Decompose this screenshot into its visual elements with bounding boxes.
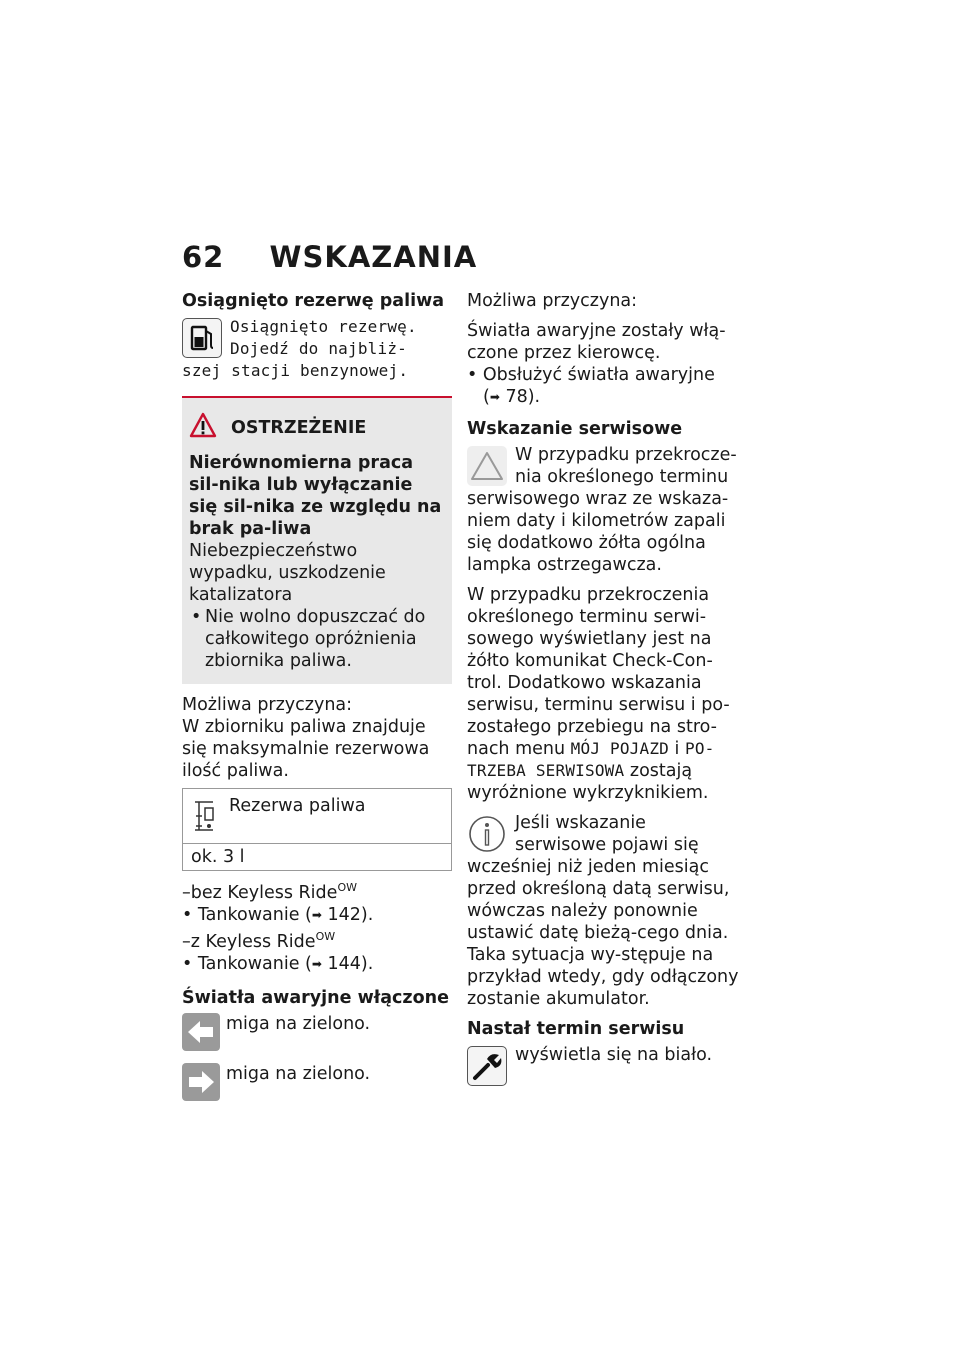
fuel-pump-icon xyxy=(182,318,222,358)
page-header xyxy=(182,240,477,274)
fuel-reserve-value: ok. 3 l xyxy=(191,847,245,867)
right-indicator-text: miga na zielono. xyxy=(226,1063,371,1084)
right-indicator-row xyxy=(182,1063,452,1101)
info-icon xyxy=(467,814,507,854)
service-heading: Wskazanie serwisowe xyxy=(467,419,683,439)
warning-lamp-icon xyxy=(467,446,507,486)
refuel-ref-2: • Tankowanie (➡ 144). xyxy=(182,953,374,974)
page-ref-arrow-icon: ➡ xyxy=(311,907,322,922)
reserve-message-line2: Dojedź do najbliż- xyxy=(230,339,407,358)
left-indicator-row xyxy=(182,1013,452,1051)
right-cause-text: Światła awaryjne zostały włą-czone przez kierowcę. xyxy=(467,321,726,363)
service-paragraph-1: W przypadku przekrocze-nia określonego terminu serwisowego wraz ze wskaza-niem daty i kilometrów zapali się dodatkowo żółta ogólna lampka ostrzegawcza. xyxy=(467,445,737,575)
right-cause-label: Możliwa przyczyna: xyxy=(467,291,638,311)
reserve-message-line1: Osiągnięto rezerwę. xyxy=(230,317,417,336)
reserve-message-line3: szej stacji benzynowej. xyxy=(182,361,409,380)
page-ref-arrow-icon: ➡ xyxy=(489,390,500,404)
left-arrow-icon xyxy=(182,1013,220,1051)
service-due-text: wyświetla się na biało. xyxy=(515,1045,713,1065)
hazard-heading: Światła awaryjne włączone xyxy=(182,987,449,1008)
menu-my-vehicle: MÓJ POJAZD xyxy=(570,739,669,758)
warning-bullet: • Nie wolno dopuszczać do całkowitego opróżnienia zbiornika paliwa. xyxy=(189,606,444,672)
wrench-icon xyxy=(467,1046,507,1086)
service-paragraph-3: Jeśli wskazanie serwisowe pojawi się wcześniej niż jeden miesiąc przed określoną datą serwisu, wówczas należy ponownie ustawić datę bieżą-cego dnia. Taka sytuacja wy-stępuje na przykład wtedy, gdy odłączony zostanie akumulator. xyxy=(467,813,739,1009)
fuel-gauge-icon xyxy=(183,789,229,843)
fuel-reserve-table xyxy=(182,788,452,871)
left-indicator-text: miga na zielono. xyxy=(226,1013,371,1034)
warning-danger-text: Niebezpieczeństwo wypadku, uszkodzenie katalizatora xyxy=(189,541,386,605)
cause-text: W zbiorniku paliwa znajduje się maksymalnie rezerwowa ilość paliwa. xyxy=(182,717,430,781)
warning-list xyxy=(189,606,444,672)
reserve-heading: Osiągnięto rezerwę paliwa xyxy=(182,291,445,311)
warning-bold-text: Nierównomierna praca sil-nika lub wyłączanie się sil-nika ze względu na brak pa-liwa xyxy=(189,453,442,539)
cause-label: Możliwa przyczyna: xyxy=(182,695,353,715)
refuel-ref-1: • Tankowanie (➡ 142). xyxy=(182,904,374,925)
warning-triangle-icon xyxy=(189,412,231,444)
right-arrow-icon xyxy=(182,1063,220,1101)
reserve-display xyxy=(182,316,452,382)
service-due-row xyxy=(467,1044,742,1066)
service-due-heading: Nastał termin serwisu xyxy=(467,1019,685,1039)
service-paragraph-2: W przypadku przekroczenia określonego terminu serwi-sowego wyświetlany jest na żółto komunikat Check-Con-trol. Dodatkowo wskazania serwisu, terminu serwisu i po-zostałego przebiegu na stro-nach menu MÓJ POJAZD i PO-TRZEBA SERWISOWA zostają wyróżnione wykrzyknikiem. xyxy=(467,585,730,803)
page-ref-arrow-icon: ➡ xyxy=(311,956,322,971)
hazard-bullet: • Obsłużyć światła awaryjne (➡ 78). xyxy=(467,365,715,407)
warning-title xyxy=(189,412,444,444)
page-number: 62 xyxy=(182,240,225,274)
menu-service-need: PO-TRZEBA SERWISOWA xyxy=(467,739,715,780)
page-title: WSKAZANIA xyxy=(269,240,478,274)
left-column xyxy=(182,290,452,1113)
right-column xyxy=(467,290,742,1088)
keyless-note-1: –bez Keyless Ride$^{OW}$ xyxy=(182,881,357,903)
fuel-reserve-label: Rezerwa paliwa xyxy=(229,796,366,816)
warning-label: OSTRZEŻENIE xyxy=(231,418,367,438)
keyless-note-2: –z Keyless Ride$^{OW}$ xyxy=(182,929,336,952)
warning-box xyxy=(182,396,452,684)
